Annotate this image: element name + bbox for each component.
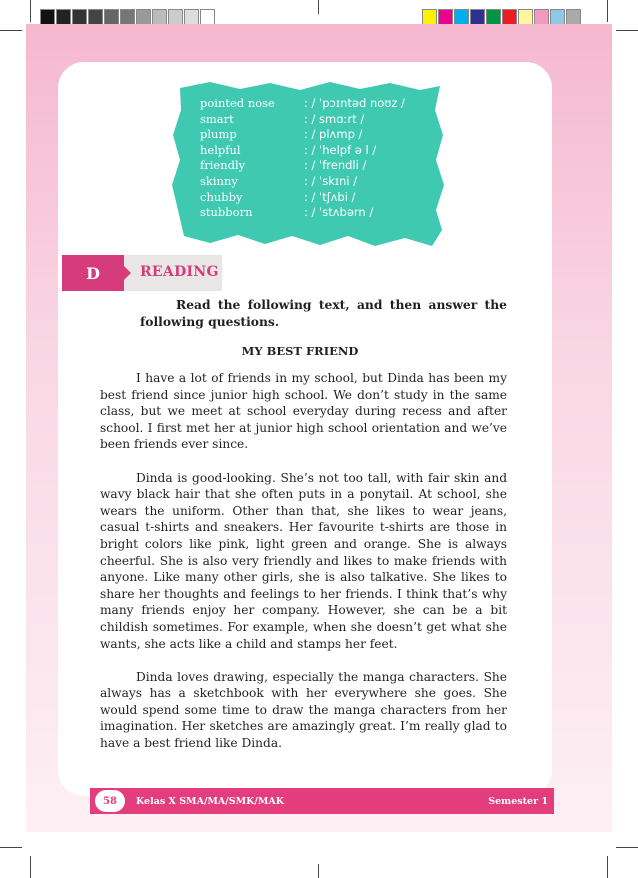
story-text — [100, 370, 507, 768]
vocabulary-row — [200, 143, 405, 159]
story-title: MY BEST FRIEND — [241, 344, 359, 358]
crop-mark — [318, 864, 319, 878]
vocabulary-word: helpful — [200, 142, 241, 157]
vocabulary-pronunciation: : / ˈtʃʌbi / — [304, 189, 356, 204]
vocabulary-pronunciation: : / ˈstʌbərn / — [304, 205, 374, 220]
crop-mark — [318, 0, 319, 14]
instruction-line-1: Read the following text, and then answer the — [176, 297, 507, 312]
vocabulary-word: friendly — [200, 158, 246, 173]
vocabulary-word: skinny — [200, 173, 238, 188]
footer-book-title: Kelas X SMA/MA/SMK/MAK — [136, 796, 285, 807]
vocabulary-row — [200, 127, 405, 143]
crop-mark — [616, 30, 638, 31]
crop-mark — [30, 0, 31, 22]
vocabulary-pronunciation: : / ˈfrendli / — [304, 158, 367, 173]
section-title: READING — [140, 264, 219, 280]
paragraph: Dinda is good-looking. She’s not too tall, with fair skin and wavy black hair that she often puts in a ponytail. At school, she wears the uniform. Other than that, she likes to wear jeans, casual t-shirts and sneakers. Her favourite t-shirts are those in bright colors like pink, light green and orange. She is always cheerful. She is also very friendly and likes to make friends with anyone. Like many other girls, she is also talkative. She likes to share her thoughts and feelings to her friends. I think that’s why many friends enjoy her company. However, she can be a bit childish sometimes. For example, when she doesn’t get what she wants, she acts like a child and stamps her feet. — [100, 470, 507, 651]
vocabulary-pronunciation: : / ˈskɪni / — [304, 173, 358, 188]
vocabulary-word: stubborn — [200, 205, 253, 220]
footer-semester: Semester 1 — [488, 796, 548, 807]
vocabulary-pronunciation: : / ˈhelpf ə l / — [304, 142, 377, 157]
crop-mark — [30, 856, 31, 878]
vocabulary-word: plump — [200, 127, 237, 142]
paragraph: I have a lot of friends in my school, but Dinda has been my best friend since junior high school. We don’t study in the same class, but we meet at school everyday during recess and after school. I first met her at junior high school orientation and we’ve been friends ever since. — [100, 371, 507, 452]
vocabulary-row — [200, 96, 405, 112]
instruction — [140, 296, 507, 330]
vocabulary-word: pointed nose — [200, 96, 275, 110]
crop-mark — [607, 0, 608, 22]
vocabulary-list — [200, 96, 405, 221]
vocabulary-pronunciation: : / smɑːrt / — [304, 111, 365, 126]
vocabulary-row — [200, 205, 405, 221]
vocabulary-row — [200, 174, 405, 190]
vocabulary-row — [200, 190, 405, 206]
crop-mark — [616, 847, 638, 848]
instruction-line-2: following questions. — [140, 314, 280, 329]
page-number: 58 — [95, 790, 125, 812]
paragraph: Dinda loves drawing, especially the manga characters. She always has a sketchbook with her everywhere she goes. She would spend some time to draw the manga characters from her imagination. Her sketches are amazingly great. I’m really glad to have a best friend like Dinda. — [100, 669, 507, 751]
vocabulary-row — [200, 112, 405, 128]
vocabulary-word: chubby — [200, 189, 243, 204]
crop-mark — [607, 856, 608, 878]
section-arrow-icon — [124, 266, 131, 280]
vocabulary-pronunciation: : / plʌmp / — [304, 127, 363, 142]
vocabulary-word: smart — [200, 111, 234, 126]
crop-mark — [0, 847, 22, 848]
crop-mark — [0, 30, 22, 31]
vocabulary-row — [200, 158, 405, 174]
vocabulary-pronunciation: : / ˈpɔɪntəd noʊz / — [304, 96, 405, 110]
section-letter: D — [62, 255, 124, 291]
